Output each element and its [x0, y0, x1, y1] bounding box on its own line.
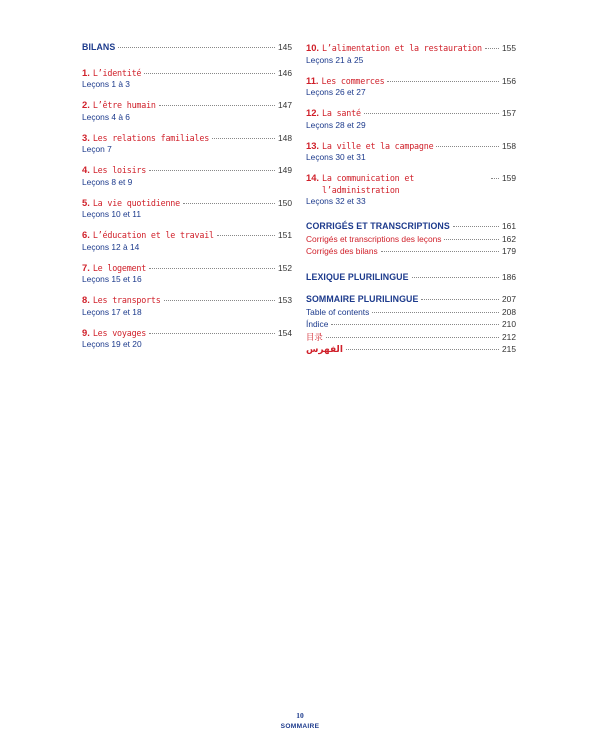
unit-lessons: Leçons 1 à 3	[82, 79, 130, 89]
toc-subentry[interactable]	[306, 332, 516, 344]
unit-title: Les voyages	[92, 327, 147, 338]
unit-title: Les transports	[92, 295, 161, 305]
footer-page-number: 10	[296, 711, 304, 720]
leader-dots	[436, 146, 499, 147]
unit-number: 5.	[82, 196, 90, 208]
leader-dots	[149, 268, 275, 269]
subentry-title: Corrigés et transcriptions des leçons	[306, 233, 442, 244]
toc-entry-sommaire[interactable]	[306, 294, 516, 306]
toc-entry-bilans[interactable]	[82, 42, 292, 54]
page-number: 159	[502, 173, 516, 183]
page-number: 157	[502, 108, 516, 118]
page-number: 207	[502, 294, 516, 304]
section-title: BILANS	[82, 42, 116, 52]
subentry-title: الفهرس	[306, 345, 343, 355]
toc-subentry[interactable]	[306, 319, 516, 331]
page-number: 208	[502, 306, 516, 317]
section-title: SOMMAIRE PLURILINGUE	[306, 294, 419, 304]
unit-title: Les relations familiales	[92, 132, 210, 143]
leader-dots	[444, 239, 499, 240]
page-number: 151	[278, 230, 292, 240]
page-number: 149	[278, 165, 292, 175]
leader-dots	[326, 337, 499, 338]
section-title: CORRIGÉS ET TRANSCRIPTIONS	[306, 221, 450, 231]
toc-entry-unit[interactable]	[306, 172, 516, 207]
page-number: 210	[502, 319, 516, 329]
page-number: 212	[502, 331, 516, 342]
toc-subentry[interactable]	[306, 234, 516, 246]
page-number: 147	[278, 100, 292, 110]
unit-lessons: Leçons 17 et 18	[82, 306, 142, 317]
toc-entry-unit[interactable]	[306, 42, 516, 66]
subentry-title: 目录	[306, 331, 323, 342]
toc-group-sommaire	[306, 294, 516, 357]
toc-entry-unit[interactable]	[82, 327, 292, 351]
leader-dots	[144, 73, 275, 74]
leader-dots	[118, 47, 275, 48]
toc-entry-unit[interactable]	[306, 75, 516, 99]
unit-lessons: Leçons 30 et 31	[306, 152, 366, 162]
unit-number: 1.	[82, 66, 90, 78]
leader-dots	[346, 349, 499, 350]
toc-right-column	[306, 42, 516, 368]
unit-title: L’éducation et le travail	[92, 230, 214, 240]
leader-dots	[183, 203, 275, 204]
leader-dots	[453, 226, 499, 227]
leader-dots	[159, 105, 275, 106]
unit-number: 13.	[306, 139, 320, 151]
page-footer	[0, 711, 600, 730]
unit-lessons: Leçons 4 à 6	[82, 111, 130, 122]
leader-dots	[421, 299, 499, 300]
page-number: 148	[278, 132, 292, 143]
unit-title: L’identité	[92, 67, 142, 78]
unit-number: 6.	[82, 229, 90, 240]
unit-number: 7.	[82, 261, 90, 273]
page-number: 179	[502, 246, 516, 256]
leader-dots	[331, 324, 499, 325]
leader-dots	[372, 312, 499, 313]
unit-number: 2.	[82, 99, 90, 110]
unit-number: 8.	[82, 294, 90, 305]
toc-entry-unit[interactable]	[82, 132, 292, 156]
unit-lessons: Leçons 12 à 14	[82, 241, 140, 252]
page-number: 145	[278, 42, 292, 52]
toc-entry-corriges[interactable]	[306, 221, 516, 233]
page-number: 152	[278, 262, 292, 273]
unit-title: La ville et la campagne	[322, 140, 434, 151]
unit-title: La vie quotidienne	[92, 197, 180, 208]
page-number: 146	[278, 67, 292, 78]
unit-lessons: Leçons 32 et 33	[306, 196, 366, 206]
toc-subentry[interactable]	[306, 307, 516, 319]
page-number: 215	[502, 344, 516, 354]
leader-dots	[149, 333, 275, 334]
unit-title: L’alimentation et la restauration	[322, 43, 482, 53]
toc-entry-unit[interactable]	[82, 229, 292, 253]
page-number: 162	[502, 233, 516, 244]
leader-dots	[412, 277, 499, 278]
unit-lessons: Leçons 8 et 9	[82, 176, 133, 187]
toc-entry-unit[interactable]	[82, 197, 292, 221]
leader-dots	[491, 178, 499, 179]
toc-entry-lexique[interactable]	[306, 272, 516, 284]
toc-left-column	[82, 42, 292, 359]
page-number: 158	[502, 140, 516, 151]
toc-entry-unit[interactable]	[82, 164, 292, 188]
unit-title: Le logement	[92, 262, 147, 273]
unit-lessons: Leçon 7	[82, 144, 112, 154]
leader-dots	[149, 170, 275, 171]
unit-title: L’être humain	[92, 100, 156, 110]
toc-entry-unit[interactable]	[82, 67, 292, 91]
unit-lessons: Leçons 21 à 25	[306, 54, 364, 65]
unit-number: 4.	[82, 164, 90, 175]
toc-entry-unit[interactable]	[306, 107, 516, 131]
subentry-title: Corrigés des bilans	[306, 246, 378, 256]
toc-entry-unit[interactable]	[82, 262, 292, 286]
unit-lessons: Leçons 26 et 27	[306, 87, 366, 97]
unit-number: 10.	[306, 42, 320, 53]
leader-dots	[387, 81, 499, 82]
leader-dots	[485, 48, 499, 49]
unit-lessons: Leçons 19 et 20	[82, 339, 142, 349]
unit-lessons: Leçons 10 et 11	[82, 209, 141, 219]
unit-title: Les loisirs	[92, 165, 147, 175]
page-number: 153	[278, 295, 292, 305]
page-number: 150	[278, 197, 292, 208]
unit-title: La santé	[322, 108, 361, 118]
unit-lessons: Leçons 28 et 29	[306, 119, 366, 130]
subentry-title: Índice	[306, 319, 329, 329]
toc-group-corriges	[306, 221, 516, 258]
section-title: LEXIQUE PLURILINGUE	[306, 271, 409, 282]
leader-dots	[364, 113, 499, 114]
footer-label: SOMMAIRE	[280, 723, 320, 730]
unit-number: 3.	[82, 131, 90, 143]
unit-title: Les commerces	[321, 75, 385, 86]
unit-list-left	[82, 67, 292, 351]
toc-entry-unit[interactable]	[306, 140, 516, 164]
unit-number: 11.	[306, 74, 319, 86]
leader-dots	[212, 138, 275, 139]
page-number: 161	[502, 221, 516, 231]
unit-list-right	[306, 42, 516, 207]
toc-entry-unit[interactable]	[82, 99, 292, 123]
page-number: 156	[502, 75, 516, 86]
unit-number: 9.	[82, 326, 90, 338]
unit-number: 14.	[306, 172, 320, 183]
unit-title: La communication et l’administration	[322, 173, 415, 195]
page-number: 186	[502, 271, 516, 282]
page-number: 154	[278, 327, 292, 338]
leader-dots	[164, 300, 275, 301]
subentry-title: Table of contents	[306, 306, 370, 317]
leader-dots	[381, 251, 499, 252]
unit-lessons: Leçons 15 et 16	[82, 274, 142, 284]
page-number: 155	[502, 43, 516, 53]
toc-subentry[interactable]	[306, 246, 516, 258]
unit-number: 12.	[306, 107, 320, 118]
toc-group-lexique	[306, 272, 516, 284]
toc-entry-unit[interactable]	[82, 294, 292, 318]
leader-dots	[217, 235, 275, 236]
toc-subentry[interactable]	[306, 344, 516, 357]
